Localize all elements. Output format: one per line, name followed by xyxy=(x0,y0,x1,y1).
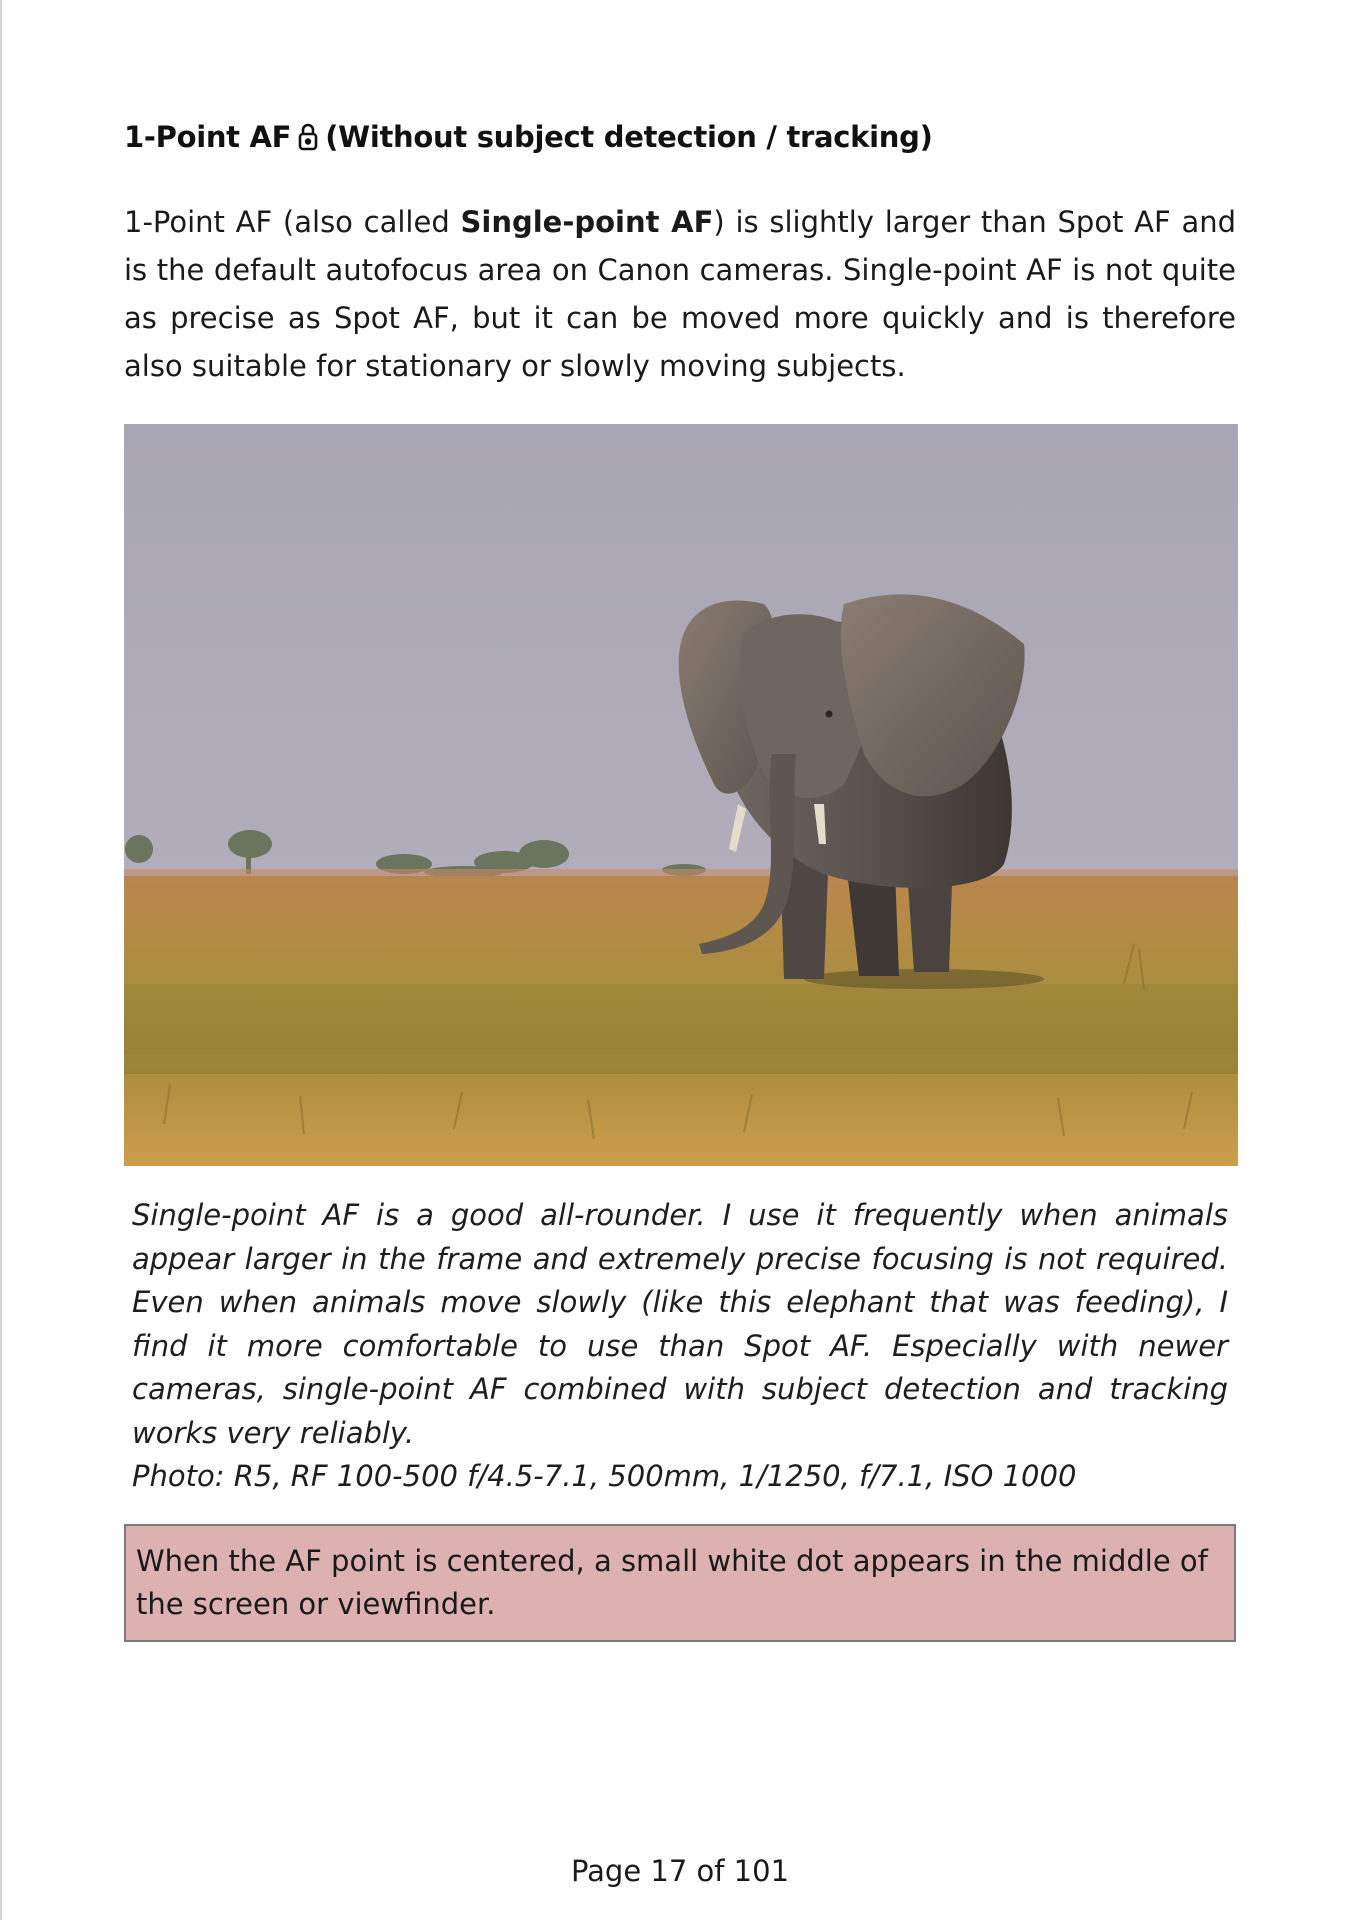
photo-exif-info: Photo: R5, RF 100-500 f/4.5-7.1, 500mm, 1/1250, f/7.1, ISO 1000 xyxy=(132,1459,1077,1493)
page-edge xyxy=(0,0,2,1920)
lock-icon xyxy=(297,122,319,152)
caption-text: Single-point AF is a good all-rounder. I use it frequently when animals appear larger in the frame and extremely precise focusing is not required. Even when animals move slowly (like this elephant that was feeding), I find it more comfortable to use than Spot AF. Especially with newer cameras, single-point AF combined with subject detection and tracking works very reliably. xyxy=(132,1198,1228,1450)
section-heading xyxy=(124,120,933,154)
heading-subtitle: (Without subject detection / tracking) xyxy=(325,120,933,154)
photo-caption xyxy=(132,1194,1228,1499)
intro-text-start: 1-Point AF (also called xyxy=(124,205,461,239)
elephant-photo xyxy=(124,424,1238,1166)
note-box xyxy=(124,1524,1236,1642)
note-text: When the AF point is centered, a small white dot appears in the middle of the screen or viewfinder. xyxy=(136,1544,1208,1621)
intro-text-end: ) is slightly larger than Spot AF and is the default autofocus area on Canon cameras. Single-point AF is not quite as precise as Spot AF, but it can be moved more quickly and is therefore also suitable for stationary or slowly moving subjects. xyxy=(124,205,1237,383)
page-number: Page 17 of 101 xyxy=(570,1854,790,1888)
intro-bold-term: Single-point AF xyxy=(460,205,714,239)
heading-title: 1-Point AF xyxy=(124,120,292,154)
intro-paragraph xyxy=(124,198,1236,390)
